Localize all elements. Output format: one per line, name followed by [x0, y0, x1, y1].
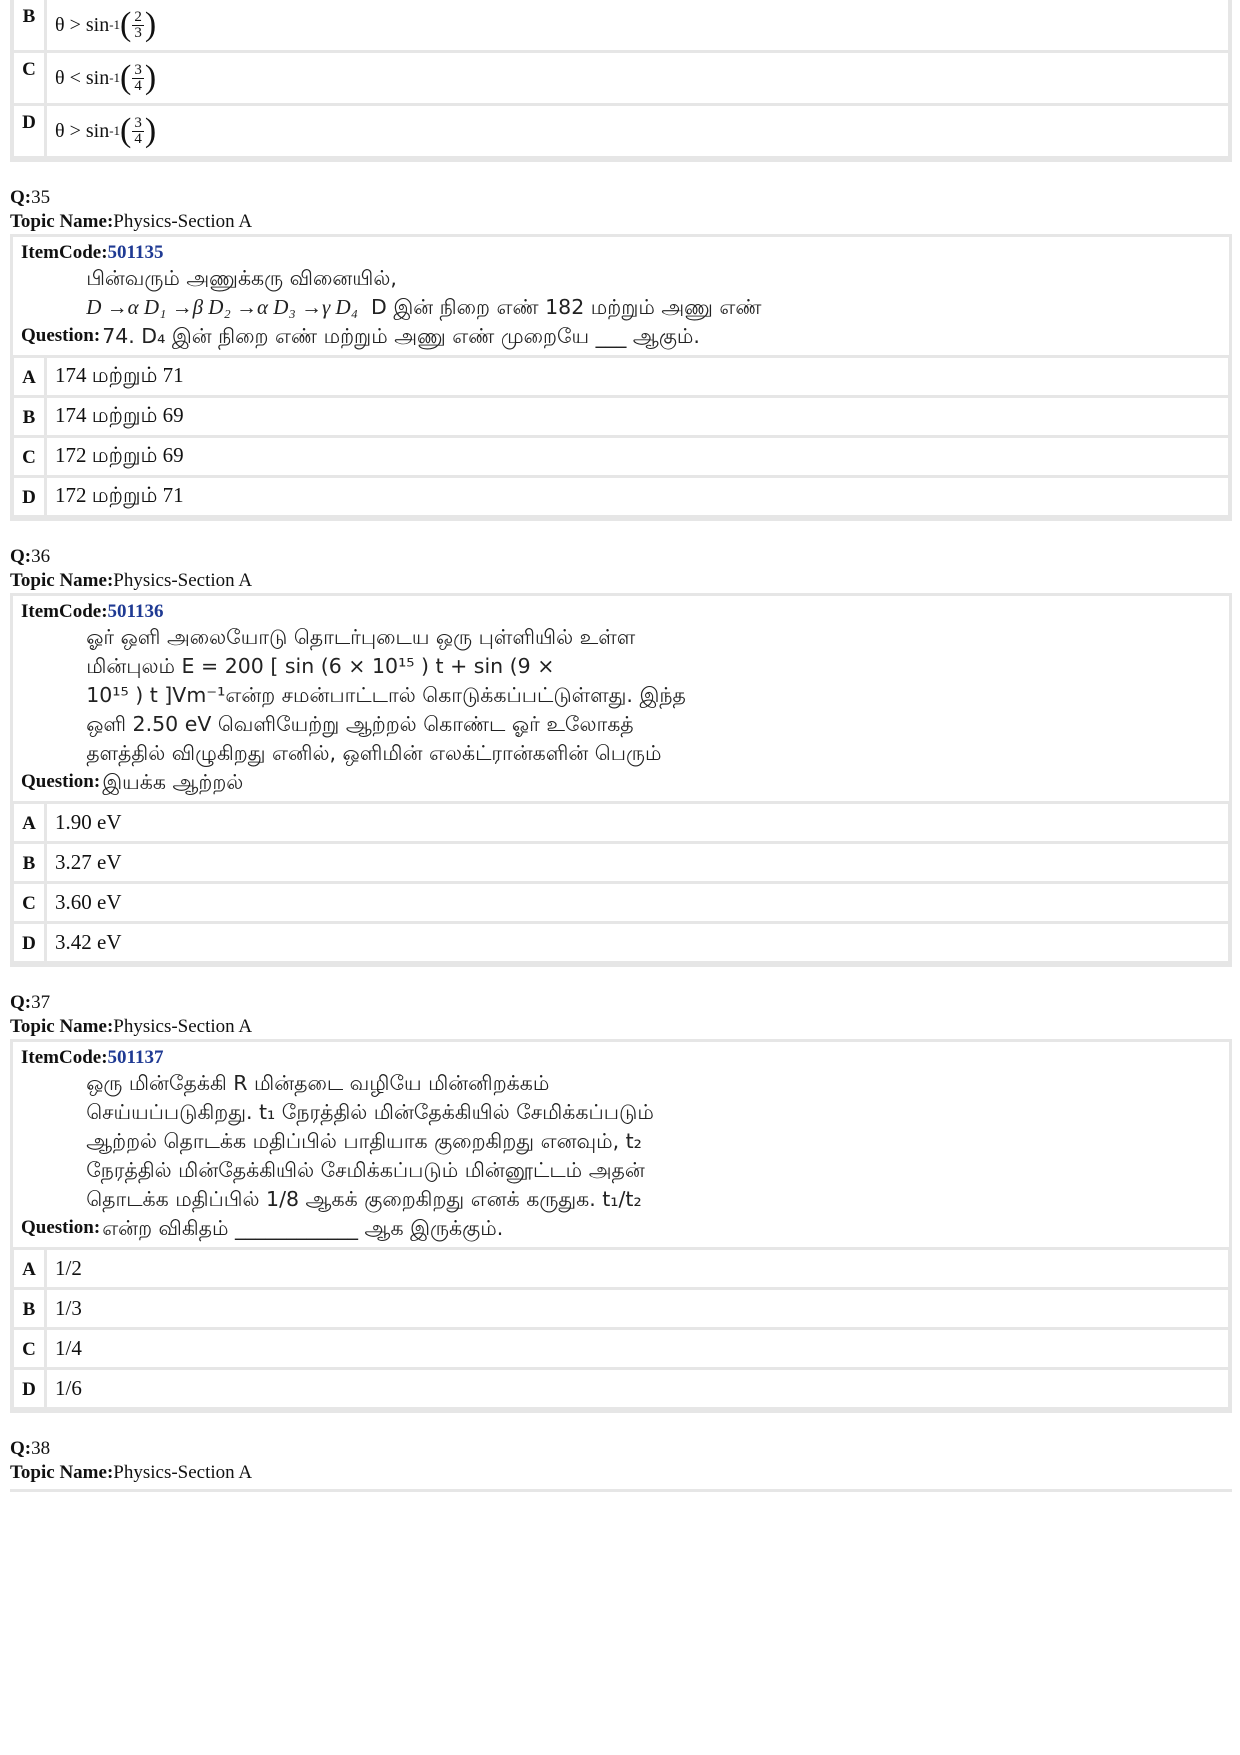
option-row[interactable] [14, 804, 1228, 841]
question-text [12, 1069, 654, 1243]
fraction-numerator: 2 [134, 8, 142, 25]
topic-label: Topic Name: [10, 1016, 114, 1037]
topic-label: Topic Name: [10, 570, 114, 591]
option-letter: A [14, 1250, 44, 1287]
options-table [10, 355, 1232, 521]
question-label: Question: [21, 771, 101, 792]
option-letter: B [14, 844, 44, 881]
reaction-equation: D →α D₁ →β D₂ →α D₃ →γ D₄ [86, 295, 358, 319]
question-box [10, 593, 1232, 801]
topic-name: Physics-Section A [113, 1016, 253, 1037]
option-value: 174 மற்றும் 69 [47, 398, 1228, 435]
options-table [10, 1247, 1232, 1413]
question-page [10, 0, 1232, 1492]
math-lhs: θ > sin [55, 119, 110, 142]
option-value: 1.90 eV [47, 804, 1228, 841]
topic-name: Physics-Section A [113, 570, 253, 591]
option-row[interactable] [14, 1290, 1228, 1327]
fraction-denominator: 3 [134, 24, 142, 41]
question-number-label: Q: [10, 187, 32, 208]
fraction [132, 63, 144, 94]
question-box [10, 234, 1232, 355]
question-header [10, 1437, 1232, 1485]
option-row[interactable] [14, 478, 1228, 515]
option-value: 3.60 eV [47, 884, 1228, 921]
math-exponent: -1 [109, 70, 121, 85]
question-header [10, 545, 1232, 593]
option-letter: C [14, 1330, 44, 1367]
question-number-label: Q: [10, 546, 32, 567]
option-value: 1/3 [47, 1290, 1228, 1327]
option-row[interactable] [14, 1330, 1228, 1367]
option-letter: C [14, 53, 44, 103]
fraction [132, 116, 144, 147]
option-value: θ > sin -1 ( $\frac{2}{3}$ ) [47, 0, 1228, 50]
question-number-label: Q: [10, 1438, 32, 1459]
question-number-label: Q: [10, 992, 32, 1013]
question-line: என்ற விகிதம் ____________ ஆக இருக்கும். [102, 1216, 504, 1240]
math-lhs: θ > sin [55, 13, 110, 36]
option-value: θ > sin -1 ( $\frac{3}{4}$ ) [47, 106, 1228, 156]
math-exponent: -1 [109, 123, 121, 138]
question-label: Question: [21, 325, 101, 346]
option-row[interactable] [14, 358, 1228, 395]
option-row[interactable] [14, 398, 1228, 435]
option-value: 3.27 eV [47, 844, 1228, 881]
question-number: 36 [31, 546, 51, 567]
section-divider [10, 1489, 1232, 1492]
question-label: Question: [21, 1217, 101, 1238]
math-lhs: θ < sin [55, 66, 110, 89]
option-row[interactable] [14, 53, 1228, 103]
fraction-denominator: 4 [134, 77, 142, 94]
fraction [132, 10, 144, 41]
item-code: ItemCode:501135 [21, 242, 164, 263]
option-value: θ < sin -1 ( $\frac{3}{4}$ ) [47, 53, 1228, 103]
item-code-value: 501135 [107, 242, 164, 263]
option-letter: C [14, 438, 44, 475]
question-number: 35 [31, 187, 51, 208]
option-value: 172 மற்றும் 69 [47, 438, 1228, 475]
question-line: தொடக்க மதிப்பில் 1/8 ஆகக் குறைகிறது எனக் கருதுக. t₁/t₂ [86, 1187, 642, 1211]
question-line: செய்யப்படுகிறது. t₁ நேரத்தில் மின்தேக்கியில் சேமிக்கப்படும் [86, 1100, 654, 1124]
topic-label: Topic Name: [10, 211, 114, 232]
option-value: 3.42 eV [47, 924, 1228, 961]
fraction-denominator: 4 [134, 130, 142, 147]
option-row[interactable] [14, 924, 1228, 961]
option-value: 1/2 [47, 1250, 1228, 1287]
question-line: ஒளி 2.50 eV வெளியேற்று ஆற்றல் கொண்ட ஓர் உலோகத் [86, 712, 634, 736]
question-header [10, 186, 1232, 234]
option-letter: D [14, 924, 44, 961]
question-line: ஒரு மின்தேக்கி R மின்தடை வழியே மின்னிறக்கம் [86, 1071, 550, 1095]
fraction-numerator: 3 [134, 61, 142, 78]
option-value: 1/6 [47, 1370, 1228, 1407]
option-row[interactable] [14, 844, 1228, 881]
question-line: இயக்க ஆற்றல் [102, 770, 244, 794]
item-code-value: 501136 [107, 601, 164, 622]
question-number: 38 [31, 1438, 51, 1459]
q34-options-table [10, 0, 1232, 162]
topic-name: Physics-Section A [113, 1462, 253, 1483]
question-line [14, 293, 761, 322]
question-box [10, 1039, 1232, 1247]
option-row[interactable] [14, 1370, 1228, 1407]
item-code: ItemCode:501137 [21, 1047, 164, 1068]
options-table [10, 801, 1232, 967]
question-line: 74. D₄ இன் நிறை எண் மற்றும் அணு எண் முறையே ___ ஆகும். [102, 324, 700, 348]
option-row[interactable] [14, 1250, 1228, 1287]
option-value: 172 மற்றும் 71 [47, 478, 1228, 515]
question-header [10, 991, 1232, 1039]
option-letter: A [14, 804, 44, 841]
question-line-text: D இன் நிறை எண் 182 மற்றும் அணு எண் [371, 295, 762, 319]
option-letter: D [14, 478, 44, 515]
option-value: 1/4 [47, 1330, 1228, 1367]
item-code: ItemCode:501136 [21, 601, 164, 622]
option-letter: D [14, 1370, 44, 1407]
option-row[interactable] [14, 884, 1228, 921]
item-code-value: 501137 [107, 1047, 164, 1068]
question-line: பின்வரும் அணுக்கரு வினையில், [86, 266, 397, 290]
option-letter: B [14, 1290, 44, 1327]
option-row[interactable] [14, 0, 1228, 50]
option-letter: B [14, 0, 44, 50]
option-value: 174 மற்றும் 71 [47, 358, 1228, 395]
topic-label: Topic Name: [10, 1462, 114, 1483]
option-row[interactable] [14, 438, 1228, 475]
question-line: ஆற்றல் தொடக்க மதிப்பில் பாதியாக குறைகிறது எனவும், t₂ [86, 1129, 642, 1153]
question-line: நேரத்தில் மின்தேக்கியில் சேமிக்கப்படும் மின்னூட்டம் அதன் [86, 1158, 645, 1182]
option-letter: B [14, 398, 44, 435]
question-line: மின்புலம் E = 200 [ sin (6 × 10¹⁵ ) t + sin (9 × [86, 654, 555, 678]
question-text [12, 623, 686, 797]
topic-name: Physics-Section A [113, 211, 253, 232]
math-exponent: -1 [109, 17, 121, 32]
question-text [12, 264, 761, 351]
question-number: 37 [31, 992, 51, 1013]
option-letter: A [14, 358, 44, 395]
option-letter: D [14, 106, 44, 156]
question-line: தளத்தில் விழுகிறது எனில், ஒளிமின் எலக்ட்ரான்களின் பெரும் [86, 741, 662, 765]
question-line: ஓர் ஒளி அலையோடு தொடர்புடைய ஒரு புள்ளியில் உள்ள [86, 625, 636, 649]
option-letter: C [14, 884, 44, 921]
fraction-numerator: 3 [134, 114, 142, 131]
option-row[interactable] [14, 106, 1228, 156]
question-line: 10¹⁵ ) t ]Vm⁻¹என்ற சமன்பாட்டால் கொடுக்கப்பட்டுள்ளது. இந்த [86, 683, 686, 707]
